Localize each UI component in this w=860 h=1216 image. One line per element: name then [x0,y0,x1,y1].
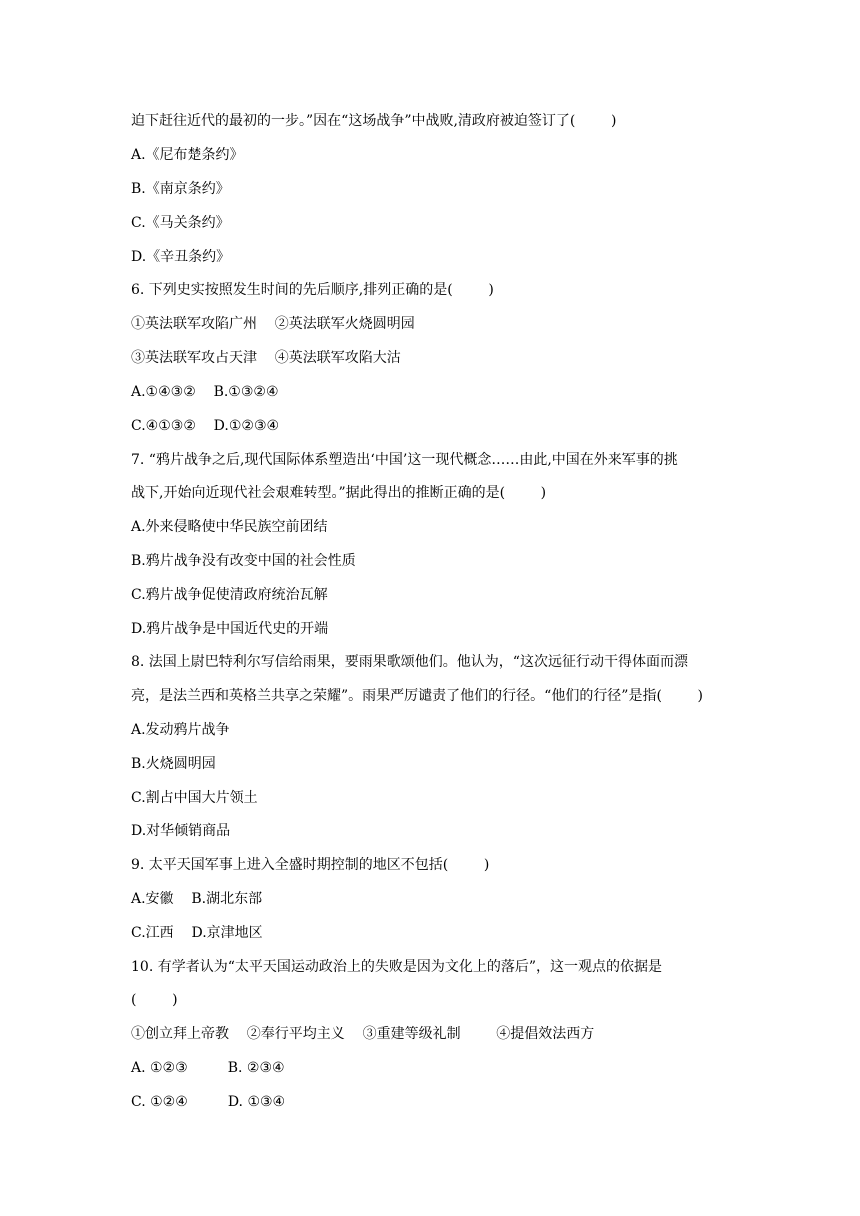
q5-option-c: C.《马关条约》 [131,215,230,231]
q10-options-ab: A. ①②③ B. ②③④ [131,1060,285,1076]
q7-stem-2: 战下,开始向近现代社会艰难转型。”据此得出的推断正确的是( ) [131,485,547,501]
q9-options-ab: A.安徽 B.湖北东部 [131,891,263,907]
q10-stem-2: ( ) [131,992,178,1008]
q10-stem-1: 10. 有学者认为“太平天国运动政治上的失败是因为文化上的落后”，这一观点的依据是 [131,959,663,975]
q7-stem-1: 7. “鸦片战争之后,现代国际体系塑造出‘中国’这一现代概念……由此,中国在外来军事的挑 [131,452,678,468]
q6-stem: 6. 下列史实按照发生时间的先后顺序,排列正确的是( ) [131,282,494,298]
q10-items: ①创立拜上帝教 ②奉行平均主义 ③重建等级礼制 ④提倡效法西方 [131,1026,595,1042]
q9-options-cd: C.江西 D.京津地区 [131,925,263,941]
q5-option-b: B.《南京条约》 [131,181,230,197]
q7-option-b: B.鸦片战争没有改变中国的社会性质 [131,553,356,569]
q8-option-d: D.对华倾销商品 [131,823,231,839]
q7-option-c: C.鸦片战争促使清政府统治瓦解 [131,587,328,603]
q10-options-cd: C. ①②④ D. ①③④ [131,1094,286,1110]
q8-option-a: A.发动鸦片战争 [131,722,230,738]
q6-items-2: ③英法联军攻占天津 ④英法联军攻陷大沽 [131,350,401,366]
q7-option-a: A.外来侵略使中华民族空前团结 [131,519,328,535]
q6-items-1: ①英法联军攻陷广州 ②英法联军火烧圆明园 [131,316,415,332]
q8-option-b: B.火烧圆明园 [131,756,216,772]
q6-options-ab: A.①④③② B.①③②④ [131,384,279,400]
q9-stem: 9. 太平天国军事上进入全盛时期控制的地区不包括( ) [131,857,490,873]
q6-options-cd: C.④①③② D.①②③④ [131,418,280,434]
q8-stem-2: 亮，是法兰西和英格兰共享之荣耀”。雨果严厉谴责了他们的行径。“他们的行径”是指( ) [131,688,703,704]
q8-stem-1: 8. 法国上尉巴特利尔写信给雨果，要雨果歌颂他们。他认为，“这次远征行动干得体面而漂 [131,654,688,670]
q7-option-d: D.鸦片战争是中国近代史的开端 [131,621,329,637]
q5-option-a: A.《尼布楚条约》 [131,147,244,163]
q8-option-c: C.割占中国大片领土 [131,790,258,806]
q5-stem-tail: 迫下赶往近代的最初的一步。”因在“这场战争”中战败,清政府被迫签订了( ) [131,113,617,129]
q5-option-d: D.《辛丑条约》 [131,249,231,265]
